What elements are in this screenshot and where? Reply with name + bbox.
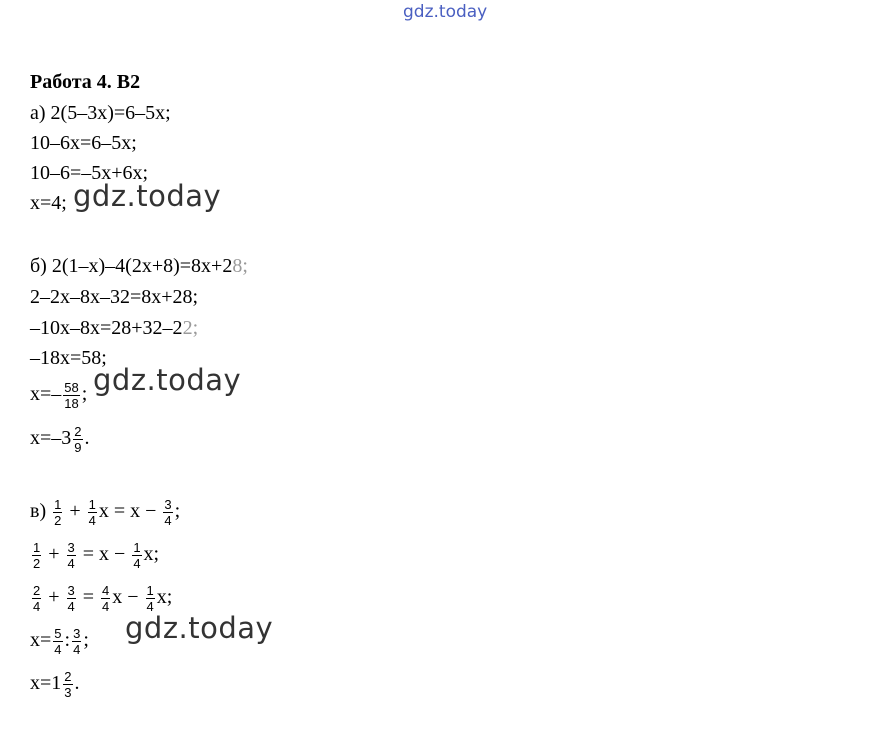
part-b-line-6: х=–3 $\frac{2}{9}$ . — [30, 424, 90, 455]
fraction: $\frac{3}{4}$ — [164, 497, 172, 528]
part-b-line-5: х=– $\frac{58}{18}$ ; — [30, 380, 88, 411]
part-b-line-4: –18х=58; — [30, 347, 107, 369]
fraction: $\frac{1}{2}$ — [33, 540, 41, 571]
part-b-line-2: 2–2х–8х–32=8х+28; — [30, 286, 199, 308]
fraction: $\frac{1}{4}$ — [133, 540, 141, 571]
part-b-line-3: –10х–8х=28+32–22; — [30, 317, 199, 339]
fraction: $\frac{5}{4}$ — [54, 626, 62, 657]
fraction: $\frac{2}{9}$ — [74, 424, 82, 455]
part-a-line-2: 10–6х=6–5х; — [30, 132, 137, 154]
fraction: $\frac{3}{4}$ — [67, 583, 75, 614]
part-a-line-4: х=4; — [30, 192, 67, 214]
fraction: $\frac{4}{4}$ — [102, 583, 110, 614]
fraction: $\frac{3}{4}$ — [67, 540, 75, 571]
part-c-line-2: $\frac{1}{2}$ + $\frac{3}{4}$ = х − $\frac{1}{4}$ х; — [33, 540, 160, 571]
part-c-line-4: х= $\frac{5}{4}$ : $\frac{3}{4}$ ; — [30, 626, 89, 657]
fraction: $\frac{2}{3}$ — [64, 669, 72, 700]
fraction: $\frac{1}{4}$ — [146, 583, 154, 614]
fraction: $\frac{1}{2}$ — [54, 497, 62, 528]
watermark-2: gdz.today — [93, 363, 242, 397]
fraction: $\frac{1}{4}$ — [88, 497, 96, 528]
fraction: $\frac{3}{4}$ — [73, 626, 81, 657]
part-c-line-1: в) $\frac{1}{2}$ + $\frac{1}{4}$ х = х − $\frac{3}{4}$ ; — [30, 497, 181, 528]
page-title: Работа 4. В2 — [30, 71, 141, 93]
part-c-line-5: х=1 $\frac{2}{3}$ . — [30, 669, 80, 700]
watermark-1: gdz.today — [73, 179, 222, 213]
part-a-line-1: а) 2(5–3х)=6–5х; — [30, 102, 171, 124]
part-b-line-1: б) 2(1–х)–4(2х+8)=8х+28; — [30, 255, 248, 277]
watermark-top: gdz.today — [403, 2, 488, 22]
watermark-3: gdz.today — [125, 611, 274, 645]
part-a-line-3: 10–6=–5х+6х; — [30, 162, 149, 184]
part-c-line-3: $\frac{2}{4}$ + $\frac{3}{4}$ = $\frac{4}{4}$ х − $\frac{1}{4}$ х; — [33, 583, 173, 614]
fraction: $\frac{58}{18}$ — [64, 380, 79, 411]
fraction: $\frac{2}{4}$ — [33, 583, 41, 614]
